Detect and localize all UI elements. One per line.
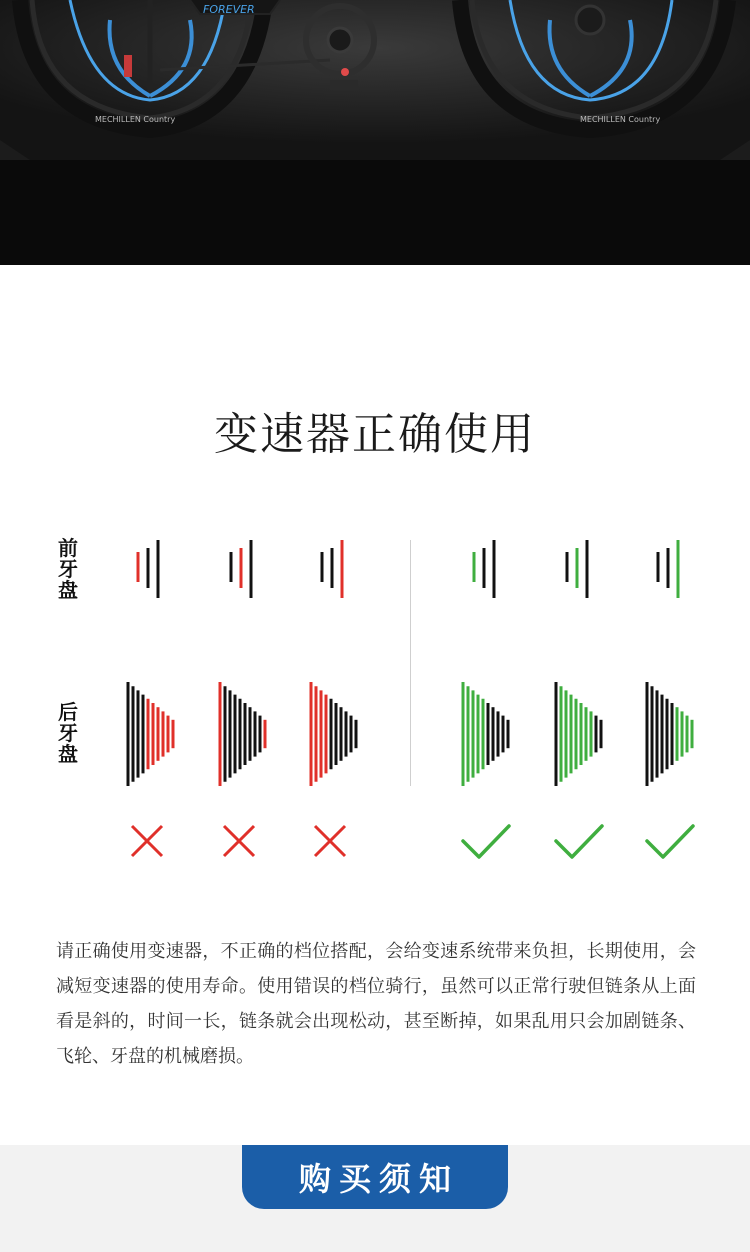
label-char: 盘 xyxy=(58,742,78,766)
label-char: 牙 xyxy=(58,557,78,581)
wrong-cross-icon xyxy=(315,826,345,856)
correct-check-icon xyxy=(556,826,602,857)
svg-text:FOREVER: FOREVER xyxy=(203,3,255,16)
bike-illustration xyxy=(0,0,750,265)
svg-text:MECHILLEN Country: MECHILLEN Country xyxy=(580,115,661,124)
label-char: 后 xyxy=(58,700,78,724)
correct-check-icon xyxy=(647,826,693,857)
buy-notice-label: 购买须知 xyxy=(298,1160,459,1198)
wrong-cross-icon xyxy=(224,826,254,856)
wrong-cross-icon xyxy=(132,826,162,856)
correct-check-icon xyxy=(463,826,509,857)
hero-bike-photo xyxy=(0,0,750,265)
label-char: 盘 xyxy=(58,578,78,602)
gear-diagram xyxy=(0,520,750,870)
svg-text:MECHILLEN Country: MECHILLEN Country xyxy=(95,115,176,124)
label-char: 前 xyxy=(58,536,78,560)
description-text: 请正确使用变速器，不正确的档位搭配，会给变速系统带来负担，长期使用，会减短变速器的使用寿命。使用错误的档位骑行，虽然可以正常行驶但链条从上面看是斜的，时间一长，链条就会出现松动，甚至断掉，如果乱用只会加剧链条、飞轮、牙盘的机械磨损。 xyxy=(56,941,696,1067)
buy-notice-banner xyxy=(242,1145,508,1209)
label-char: 牙 xyxy=(58,721,78,745)
page-title: 变速器正确使用 xyxy=(214,409,536,460)
